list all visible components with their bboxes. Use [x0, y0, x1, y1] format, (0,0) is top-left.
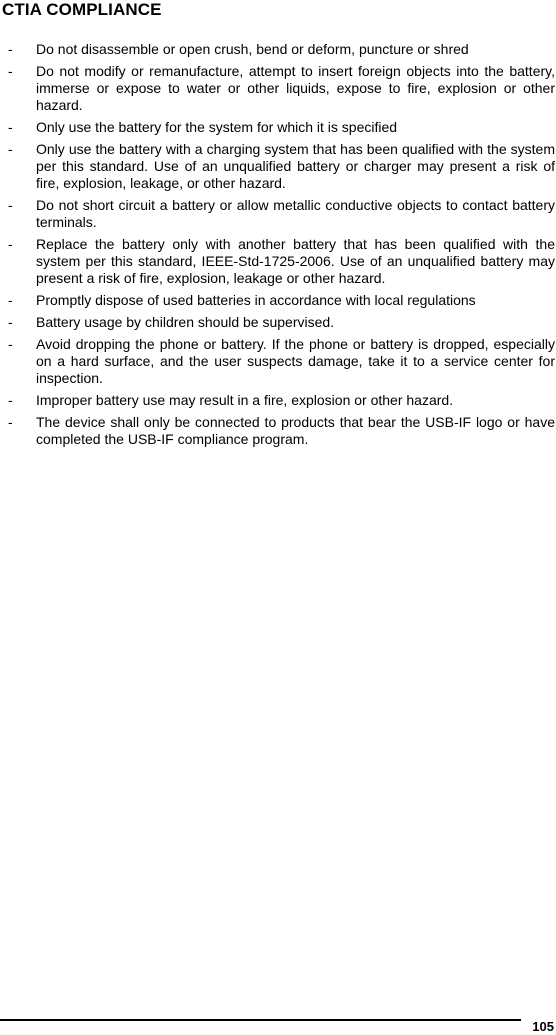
bullet-dash: - — [8, 336, 13, 352]
bullet-dash: - — [8, 236, 13, 252]
list-item-text: The device shall only be connected to products that bear the USB-IF logo or have completed the USB-IF compliance program. — [36, 414, 555, 447]
bullet-dash: - — [8, 119, 13, 135]
list-item — [0, 141, 556, 192]
bullet-dash: - — [8, 292, 13, 308]
list-item — [0, 414, 556, 448]
list-item — [0, 119, 556, 136]
list-item-text: Improper battery use may result in a fire, explosion or other hazard. — [36, 392, 454, 408]
list-item — [0, 236, 556, 287]
list-item-text: Do not short circuit a battery or allow metallic conductive objects to contact battery terminals. — [36, 197, 555, 230]
compliance-list — [0, 41, 556, 453]
list-item — [0, 41, 556, 58]
bullet-dash: - — [8, 414, 13, 430]
list-item — [0, 197, 556, 231]
bullet-dash: - — [8, 197, 13, 213]
list-item-text: Only use the battery for the system for which it is specified — [36, 119, 398, 135]
footer-rule — [0, 1019, 521, 1021]
list-item — [0, 63, 556, 114]
list-item-text: Do not modify or remanufacture, attempt to insert foreign objects into the battery, immerse or expose to water or other liquids, expose to fire, explosion or other hazard. — [36, 63, 555, 113]
list-item-text: Avoid dropping the phone or battery. If the phone or battery is dropped, especially on a hard surface, and the user suspects damage, take it to a service center for inspection. — [36, 336, 555, 386]
list-item-text: Do not disassemble or open crush, bend or deform, puncture or shred — [36, 41, 469, 57]
list-item-text: Battery usage by children should be supervised. — [36, 314, 335, 330]
bullet-dash: - — [8, 141, 13, 157]
list-item-text: Promptly dispose of used batteries in accordance with local regulations — [36, 292, 476, 308]
bullet-dash: - — [8, 41, 13, 57]
bullet-dash: - — [8, 63, 13, 79]
list-item-text: Replace the battery only with another battery that has been qualified with the system per this standard, IEEE-Std-1725-2006. Use of an unqualified battery may present a risk of fire, explosion, leakage or other hazard. — [36, 236, 555, 286]
page-number: 105 — [532, 1019, 554, 1034]
list-item-text: Only use the battery with a charging system that has been qualified with the system per this standard. Use of an unqualified battery or charger may present a risk of fire, explosion, leakage, or other hazard. — [36, 141, 555, 191]
list-item — [0, 314, 556, 331]
list-item — [0, 392, 556, 409]
page-title: CTIA COMPLIANCE — [2, 0, 162, 19]
bullet-dash: - — [8, 314, 13, 330]
bullet-dash: - — [8, 392, 13, 408]
list-item — [0, 336, 556, 387]
list-item — [0, 292, 556, 309]
